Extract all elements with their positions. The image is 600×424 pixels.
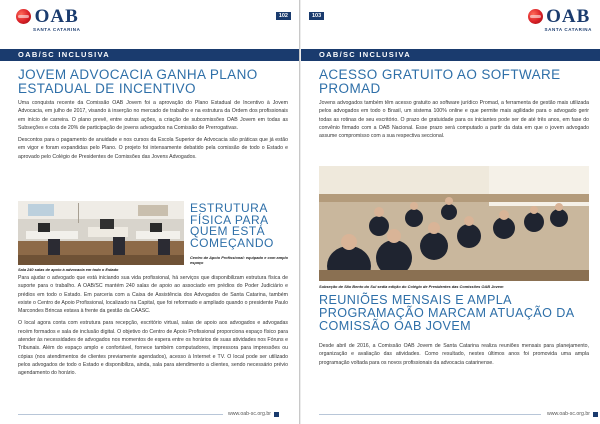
- footer-rule: [319, 414, 541, 415]
- section-band: OAB/SC INCLUSIVA: [0, 49, 300, 61]
- pull-quote: ESTRUTURA FÍSICA PARA QUEM ESTÁ COMEÇANDO: [190, 201, 274, 250]
- paragraph: Descontos para o pagamento de anuidade e nos cursos da Escola Superior de Advocacia são práticas que já estão em vigor e foram expandidas pelo Plano. O projeto foi intensamente debatido pela comissão de todo o Estado e aprovado pelo Colégio de Presidentes de Comissões das Jovens Advogados.: [18, 137, 288, 160]
- footer: [228, 411, 279, 417]
- article-body-continued: [18, 274, 288, 378]
- globe-icon: [16, 9, 31, 24]
- paragraph: O local agora conta com estrutura para recepção, escritório virtual, salas de apoio aos advogados e advogadas recém formados e sala de inclusão digital. O objetivo do Centro de Apoio Profissional proporciona espaço físico para atender às necessidades de advogados nos momentos de espera entre os horários de suas atividades nos Fóruns e Tribunais. Além do espaço amplo e confortável, fornece também computadores, impressora para impressões ou cópias (nos atendimentos de clientes previamente agendados), acesso à Internet e TV. O local pode ser utilizado pelos advogados de todo o Estado e disponibiliza, ainda, sala para atendimento a clientes, sendo necessário prévio agendamento do horário.: [18, 320, 288, 377]
- footer-square-icon: [274, 412, 279, 417]
- logo-wordmark: OAB: [34, 6, 79, 27]
- meeting-photo: [319, 166, 589, 281]
- right-page: [300, 0, 600, 424]
- article-title: JOVEM ADVOCACIA GANHA PLANO ESTADUAL DE INCENTIVO: [18, 67, 258, 96]
- paragraph: Uma conquista recente da Comissão OAB Jovem foi a aprovação do Plano Estadual de Incentivo à Jovem Advocacia, em julho de 2017, visando à inserção no mercado de trabalho e na estrutura da Ordem dos profissionais em início de carreira. O plano prevê, entre outras ações, a criação de subcomissões OAB Jovem em todas as Subseções e cota de 20% de participação de jovens advogados na Comissão de Prerrogativas.: [18, 100, 288, 131]
- footer-square-icon: [593, 412, 598, 417]
- photo-caption: Subseção de São Bento do Sul sedia edição do Colégio de Presidentes das Comissões OAB Jovem: [319, 284, 504, 289]
- article-body: [319, 99, 589, 140]
- paragraph: Jovens advogados também têm acesso gratuito ao software jurídico Promad, a ferramenta de gestão mais utilizada pelos advogados em todo o Brasil, um sistema 100% online e que permite mais agilidade para o advogado gerir todas as rotinas de seu escritório. O prazo de gratuidade para os iniciantes pode ser de até três anos, em fase do convênio firmado com a OAB Nacional. Esse prazo será computado a partir da data em que o jovem advogado assume compromisso com a sua respectiva seccional.: [319, 100, 589, 140]
- article-body: [18, 99, 288, 161]
- page-number: 103: [309, 12, 324, 20]
- globe-icon: [528, 9, 543, 24]
- logo-subtitle: SANTA CATARINA: [33, 27, 81, 32]
- section-band: OAB/SC INCLUSIVA: [301, 49, 600, 61]
- page-number: 102: [276, 12, 291, 20]
- oab-logo: [16, 7, 80, 32]
- oab-logo: [528, 7, 592, 32]
- article-title: ACESSO GRATUITO AO SOFTWARE PROMAD: [319, 67, 561, 96]
- footer-rule: [18, 414, 223, 415]
- paragraph: Para ajudar o advogado que está iniciando sua vida profissional, há serviços que disponibilizam estrutura física de suporte para o trabalho. A OAB/SC mantém 240 salas de apoio ao associado em prédios do Poder Judiciário e prédios em todo o Estado. Em parceria com a Caixa de Assistência dos Advogados de Santa Catarina, também existe o Centro de Apoio Profissional, localizado na Capital, que foi reformado e ampliado quando o presidente Paulo Marcondes Brincas estava à frente da gestão da CAASC.: [18, 275, 288, 315]
- office-photo: [18, 201, 184, 265]
- paragraph: Desde abril de 2016, a Comissão OAB Jovem de Santa Catarina realiza reuniões mensais para planejamento, organização e avaliação das atividades. Como resultado, nestes últimos anos foi promovida uma ampla programação voltada para os novos profissionais da advocacia catarinense.: [319, 343, 589, 366]
- footer-url[interactable]: www.oab-sc.org.br: [228, 411, 271, 417]
- side-caption: Centro de Apoio Profissional: equipado e com amplo espaço: [190, 255, 288, 265]
- photo-caption: Sala 240 salas de apoio à advocacia em todo o Estado: [18, 267, 119, 272]
- logo-wordmark: OAB: [546, 6, 591, 27]
- footer-url[interactable]: www.oab-sc.org.br: [547, 411, 590, 417]
- logo-subtitle: SANTA CATARINA: [544, 27, 592, 32]
- article-title-2: REUNIÕES MENSAIS E AMPLA PROGRAMAÇÃO MARCAM ATUAÇÃO DA COMISSÃO OAB JOVEM: [319, 293, 574, 333]
- article-body-2: [319, 342, 589, 367]
- footer: [547, 411, 598, 417]
